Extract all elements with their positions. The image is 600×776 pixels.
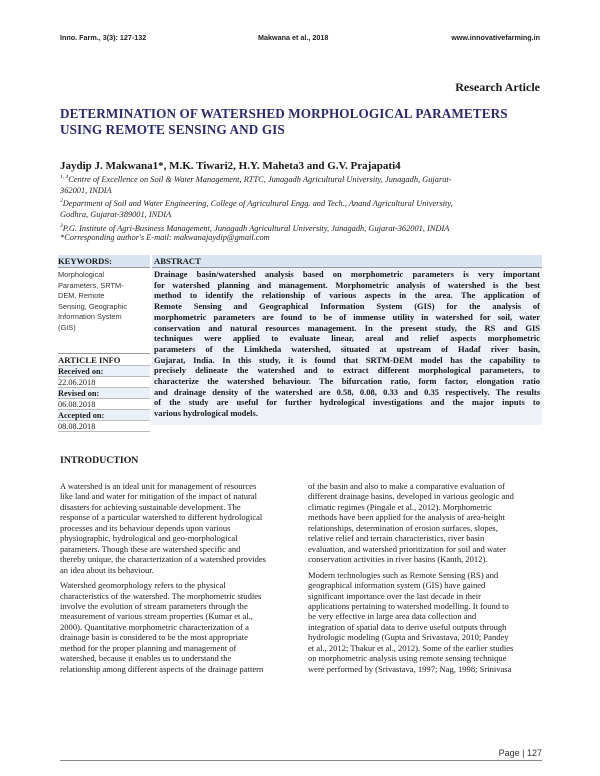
accepted-label: Accepted on:: [58, 410, 150, 421]
text-line: physiographic, hydrological and geo-morphological: [60, 533, 238, 544]
text-line: measurement of various stream properties (Kumar et al.,: [60, 611, 253, 622]
abstract-line: conservation and natural resources management. In the present study, the RS and GIS: [154, 322, 540, 333]
keywords-heading: KEYWORDS:: [58, 255, 150, 268]
text-line: et al., 2012; Thakur et al., 2012). Some of the earlier studies: [308, 642, 514, 653]
affiliation-marker: 3: [60, 223, 63, 229]
text-line: like land and water for mitigation of the impact of natural: [60, 491, 257, 502]
text-line: climatic regimes (Pingale et al., 2012). Morphometric: [308, 501, 492, 512]
text-line: conservation activities in river basins (Kanth, 2012).: [308, 554, 488, 565]
text-line: hydrologic modeling (Gupta and Srivastava, 2010; Pandey: [308, 632, 509, 643]
abstract-line: precisely delineate the watershed and to extract different morphological parameters, to: [154, 365, 540, 376]
abstract-line: method to identify the relationship of various aspects in the area. The application of: [154, 290, 540, 301]
abstract-line: Gujarat, India. In this study, it is found that SRTM-DEM model has the capability to: [154, 354, 540, 365]
keywords-list: [58, 268, 150, 354]
abstract-panel: [152, 255, 542, 425]
article-info-heading: ARTICLE INFO: [58, 354, 150, 366]
keyword-line: Parameters, SRTM-: [58, 280, 124, 290]
page-number: Page | 127: [498, 748, 542, 758]
journal-reference: Inno. Farm., 3(3): 127-132: [60, 33, 147, 42]
text-line: significant importance over the last decade in their: [308, 590, 482, 601]
running-header: [60, 33, 540, 45]
introduction-heading: INTRODUCTION: [60, 455, 139, 466]
authors-reference: Makwana et al., 2018: [258, 33, 329, 42]
text-line: relationships, determination of erosion surfaces, slopes,: [308, 522, 498, 533]
footer-divider: [60, 760, 542, 761]
received-label: Received on:: [58, 366, 150, 377]
text-line: different drainage basins, developed in various geologic and: [308, 491, 514, 502]
abstract-line: techniques were applied to evaluate linear, areal and relief aspects morphometric: [154, 333, 540, 344]
text-line: thereby unique, the characterization of a watershed provides: [60, 554, 266, 565]
abstract-line: of the study are useful for further hydrological investigations and the major inputs to: [154, 397, 540, 408]
abstract-line: Drainage basin/watershed analysis based on morphometric parameters is very important: [154, 269, 540, 279]
text-line: on morphometric analysis using remote sensing technique: [308, 653, 507, 664]
text-line: be very effective in large area data collection and: [308, 611, 477, 622]
journal-website: www.innovativefarming.in: [451, 33, 540, 42]
abstract-line: Remote Sensing and Geographical Information System (GIS) for the analysis of: [154, 301, 540, 312]
text-line: were performed by (Srivastava, 1997; Nag, 1998; Srinivasa: [308, 663, 512, 674]
abstract-line: for watershed planning and management. Morphometric analysis of watershed is the best: [154, 279, 540, 290]
abstract-heading: ABSTRACT: [152, 255, 542, 268]
affiliation-text: P.G. Institute of Agri-Business Management, Junagadh Agricultural University, Junagadh, Gujarat-362001, INDIA: [62, 223, 450, 233]
text-line: methods have been applied for the analysis of area-height: [308, 512, 505, 523]
title-line: DETERMINATION OF WATERSHED MORPHOLOGICAL PARAMETERS: [60, 106, 508, 121]
text-line: involve the evolution of stream parameters through the: [60, 600, 248, 611]
affiliation-marker: 1, 4: [60, 174, 69, 180]
keyword-line: Morphological: [58, 270, 105, 279]
text-line: applications pertaining to watershed modelling. It found to: [308, 600, 509, 611]
keyword-line: Sensing, Geographic: [58, 301, 128, 311]
text-line: characteristics of the watershed. The morphometric studies: [60, 590, 262, 601]
article-type: Research Article: [455, 80, 540, 94]
text-line: A watershed is an ideal unit for management of resources: [60, 481, 257, 491]
text-line: response of a particular watershed to different hydrological: [60, 512, 263, 523]
affiliation-text: Godhra, Gujarat-389001, INDIA: [60, 209, 172, 219]
paper-title: [60, 106, 550, 137]
affiliation-text: 362001, INDIA: [60, 185, 112, 195]
revised-date: 06.08.2018: [58, 399, 150, 410]
abstract-line: parameters of the Limkheda watershed, situated at upstream of Hadaf river basin,: [154, 343, 540, 354]
text-line: geographical information system (GIS) have gained: [308, 580, 486, 591]
text-line: watershed, because it enables us to understand the: [60, 653, 232, 664]
affiliation-text: Department of Soil and Water Engineering, College of Agricultural Engg. and Tech., Anand Agricultural University,: [62, 198, 453, 208]
affiliation-marker: 2: [60, 198, 63, 204]
body-column-left: [60, 476, 293, 679]
abstract-line: characterize the watershed behaviour. The bifurcation ratio, form factor, elongation ratio: [154, 376, 540, 387]
text-line: processes and its behaviour depends upon various: [60, 522, 231, 533]
text-line: method for the proper planning and management of: [60, 642, 237, 653]
text-line: relationship among different aspects of the drainage pattern: [60, 663, 264, 674]
revised-label: Revised on:: [58, 388, 150, 399]
text-line: evaluation, and watershed prioritization for soil and water: [308, 543, 506, 554]
text-line: an idea about its behaviour.: [60, 564, 154, 575]
keywords-panel: [58, 255, 150, 431]
accepted-date: 08.08.2018: [58, 421, 150, 432]
text-line: drainage basin is considered to be the most appropriate: [60, 632, 248, 643]
affiliation-1: [60, 172, 542, 196]
text-line: integration of spatial data to derive useful outputs through: [308, 621, 507, 632]
text-line: parameters. Though these are watershed specific and: [60, 543, 241, 554]
text-line: disasters for achieving sustainable development. The: [60, 501, 241, 512]
abstract-text: [152, 268, 542, 419]
text-line: relative relief and terrain characteristics, river basin: [308, 533, 485, 544]
affiliation-2: [60, 196, 542, 220]
keyword-line: (GIS): [58, 322, 76, 332]
text-line: 2000). Quantitative morphometric characterization of a: [60, 621, 249, 632]
abstract-line: morphometric parameters are found to be of immense utility in watershed for soil, water: [154, 311, 540, 322]
keyword-line: DEM, Remote: [58, 291, 105, 301]
body-column-right: [308, 476, 541, 679]
affiliation-text: Centre of Excellence on Soil & Water Management, RTTC, Junagadh Agricultural University, Junagadh, Gujarat-: [68, 174, 452, 184]
text-line: of the basin and also to make a comparative evaluation of: [308, 481, 505, 491]
text-line: Modern technologies such as Remote Sensing (RS) and: [308, 569, 499, 580]
keyword-line: Information System: [58, 312, 122, 322]
received-date: 22.06.2018: [58, 377, 150, 388]
author-list: Jaydip J. Makwana1*, M.K. Tiwari2, H.Y. Maheta3 and G.V. Prajapati4: [60, 160, 401, 172]
title-line: USING REMOTE SENSING AND GIS: [60, 121, 285, 137]
abstract-line: and drainage density of the watershed are 0.58, 0.08, 0.33 and 0.35 respectively. The results: [154, 386, 540, 397]
text-line: Watershed geomorphology refers to the physical: [60, 580, 226, 591]
corresponding-author-email: *Corresponding author's E-mail: makwanajaydip@gmail.com: [60, 233, 270, 242]
abstract-line: various hydrological models.: [154, 408, 258, 419]
